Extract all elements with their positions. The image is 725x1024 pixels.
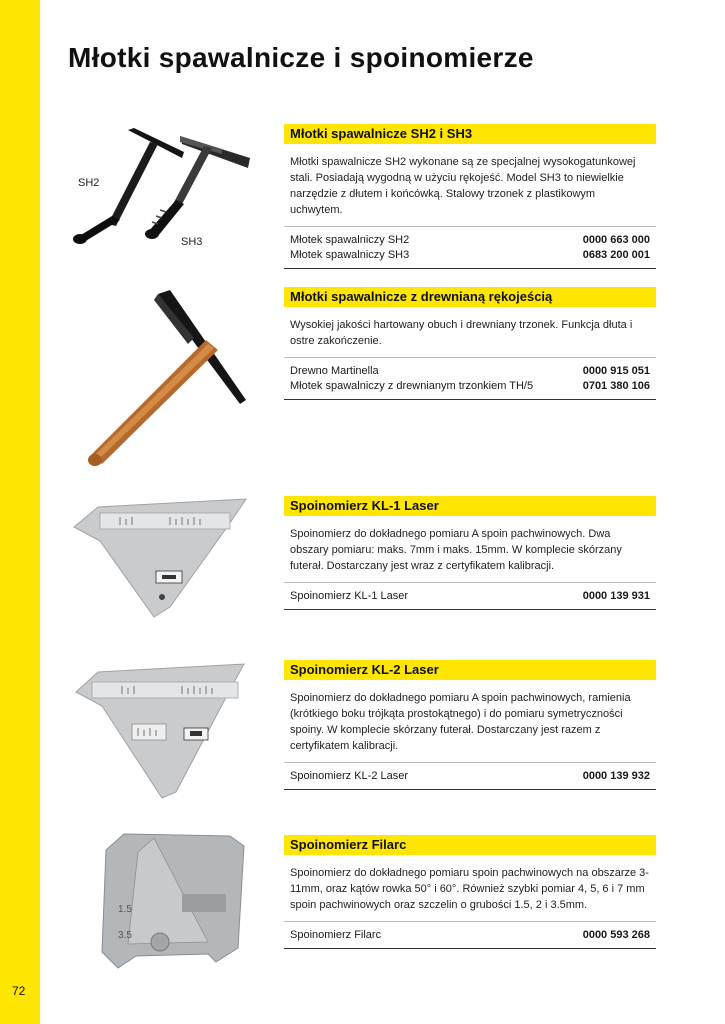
section-sh2-sh3 <box>284 124 656 269</box>
filarc-gauge-image <box>98 832 248 972</box>
list-item <box>284 769 656 784</box>
item-code: 0683 200 001 <box>582 249 650 261</box>
svg-text:3.5: 3.5 <box>118 930 132 941</box>
item-code: 0701 380 106 <box>582 380 650 392</box>
section-title: Młotki spawalnicze SH2 i SH3 <box>284 124 656 144</box>
item-code: 0000 663 000 <box>582 234 650 246</box>
section-filarc <box>284 835 656 949</box>
item-list <box>284 922 656 949</box>
hammer-sh2-sh3-image <box>62 124 262 254</box>
item-list <box>284 227 656 269</box>
list-item <box>284 364 656 379</box>
item-code: 0000 139 932 <box>582 770 650 782</box>
svg-text:1.5: 1.5 <box>118 904 132 915</box>
section-title: Spoinomierz Filarc <box>284 835 656 855</box>
item-name: Spoinomierz Filarc <box>290 929 382 941</box>
kl2-gauge-image <box>72 662 250 802</box>
list-item <box>284 589 656 604</box>
list-item <box>284 928 656 943</box>
hammer-label-sh3: SH3 <box>181 236 203 248</box>
item-list <box>284 583 656 610</box>
side-color-strip <box>0 0 40 1024</box>
section-title: Spoinomierz KL-2 Laser <box>284 660 656 680</box>
section-description: Wysokiej jakości hartowany obuch i drewniany trzonek. Funkcja dłuta i ostre zakończenie. <box>284 307 656 358</box>
section-kl1-laser <box>284 496 656 610</box>
item-name: Młotek spawalniczy SH2 <box>290 234 410 246</box>
item-name: Spoinomierz KL-1 Laser <box>290 590 409 602</box>
list-item <box>284 379 656 394</box>
item-code: 0000 593 268 <box>582 929 650 941</box>
item-name: Drewno Martinella <box>290 365 379 377</box>
section-description: Młotki spawalnicze SH2 wykonane są ze specjalnej wysokogatunkowej stali. Posiadają wygodną w użyciu rękojeść. Model SH3 to niewielkie narzędzie z dłutem i końcówką. Stalowy trzonek z plastikowym uchwytem. <box>284 144 656 227</box>
wooden-hammer-image <box>84 288 254 478</box>
page-title: Młotki spawalnicze i spoinomierze <box>68 42 534 73</box>
item-name: Młotek spawalniczy z drewnianym trzonkiem TH/5 <box>290 380 534 392</box>
section-kl2-laser <box>284 660 656 790</box>
item-list <box>284 358 656 400</box>
item-name: Młotek spawalniczy SH3 <box>290 249 410 261</box>
section-description: Spoinomierz do dokładnego pomiaru spoin pachwinowych na obszarze 3-11mm, oraz kątów rowka 50° i 60°. Również szybki pomiar 4, 5, 6 i 7 mm spoin pachwinowych oraz szczelin o grubości 1.5, 2 i 3.5mm. <box>284 855 656 922</box>
section-description: Spoinomierz do dokładnego pomiaru A spoin pachwinowych, ramienia (krótkiego boku trójkąta prostokątnego) i do pomiaru symetryczności spoiny. W komplecie skórzany futerał. Dostarczany jest razem z certyfikatem kalibracji. <box>284 680 656 763</box>
section-description: Spoinomierz do dokładnego pomiaru A spoin pachwinowych. Dwa obszary pomiaru: maks. 7mm i maks. 15mm. W komplecie skórzany futerał. Dostarczany jest wraz z certyfikatem kalibracji. <box>284 516 656 583</box>
list-item <box>284 233 656 248</box>
item-code: 0000 915 051 <box>582 365 650 377</box>
item-list <box>284 763 656 790</box>
list-item <box>284 248 656 263</box>
section-wooden-hammer <box>284 287 656 400</box>
item-code: 0000 139 931 <box>582 590 650 602</box>
kl1-gauge-image <box>70 497 250 621</box>
page-number: 72 <box>12 984 26 998</box>
section-title: Młotki spawalnicze z drewnianą rękojeścią <box>284 287 656 307</box>
hammer-label-sh2: SH2 <box>78 177 100 189</box>
section-title: Spoinomierz KL-1 Laser <box>284 496 656 516</box>
item-name: Spoinomierz KL-2 Laser <box>290 770 409 782</box>
